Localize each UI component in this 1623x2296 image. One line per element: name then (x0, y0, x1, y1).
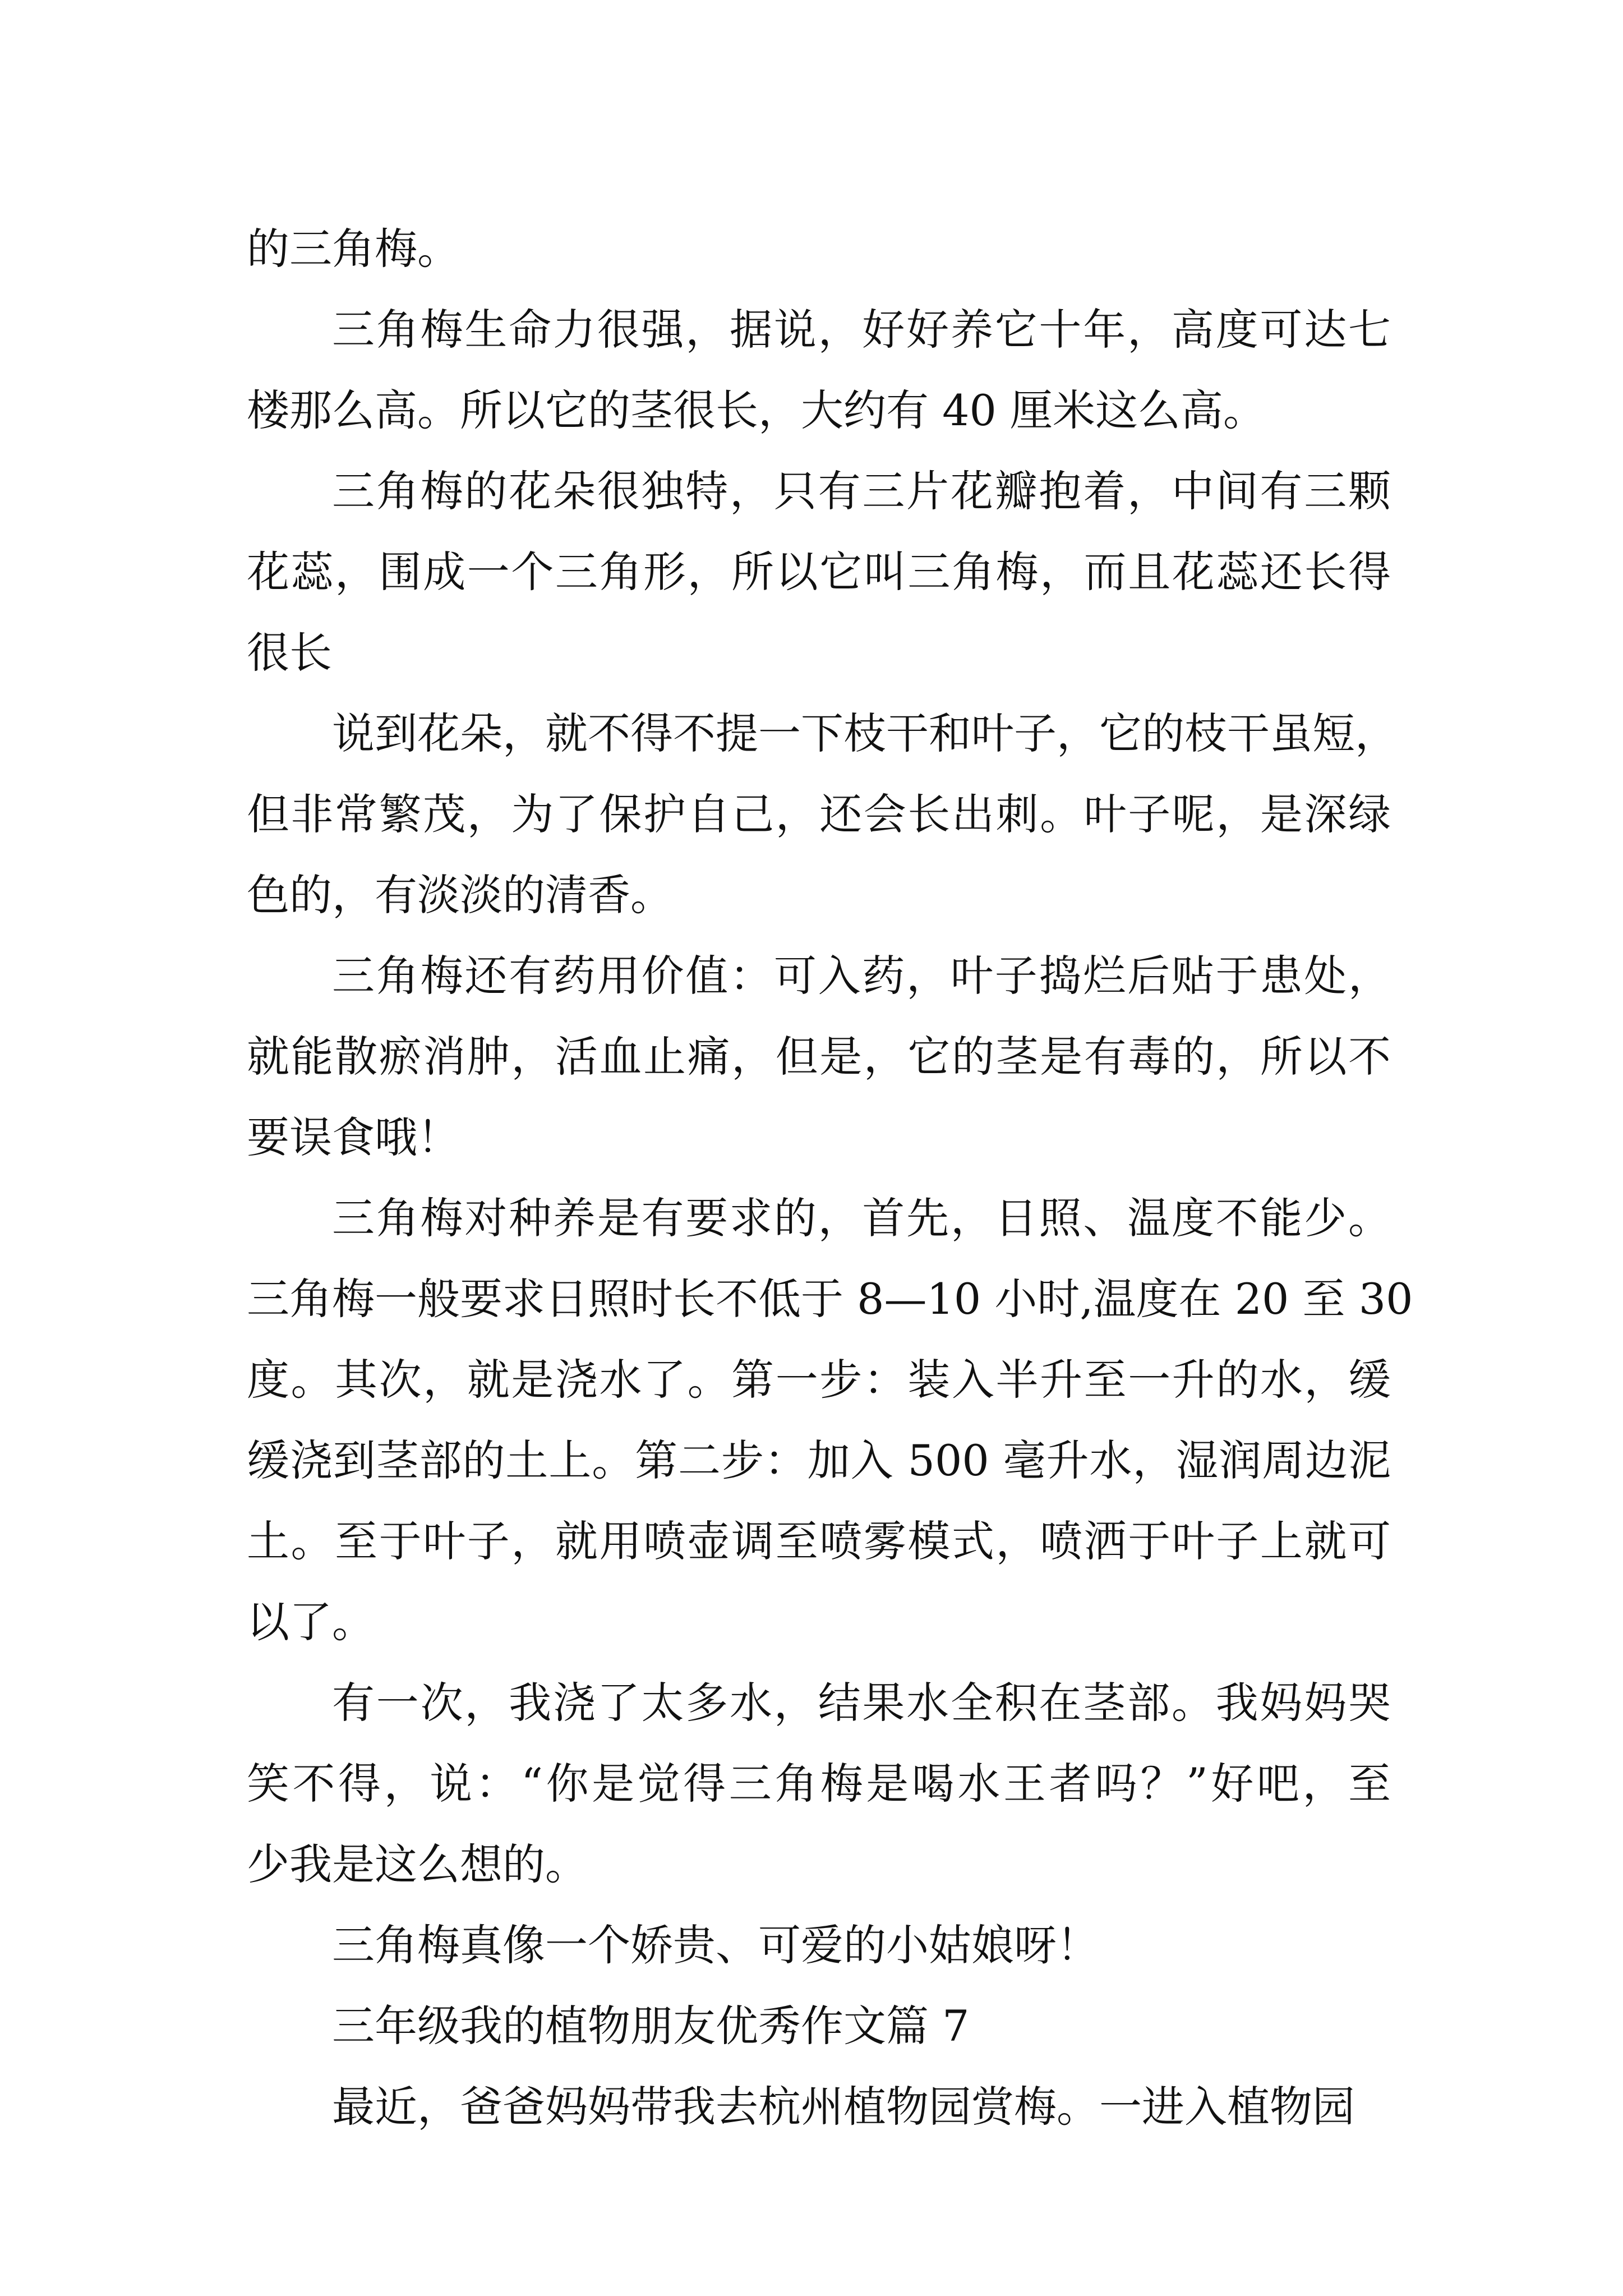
text-line: 三角梅的花朵很独特，只有三片花瓣抱着，中间有三颗 (332, 466, 1391, 516)
document-body (247, 209, 1413, 2147)
text-line: 土。至于叶子，就用喷壶调至喷雾模式，喷洒于叶子上就可 (247, 1516, 1391, 1566)
text-line: 花蕊，围成一个三角形，所以它叫三角梅，而且花蕊还长得 (247, 547, 1391, 597)
text-line: 说到花朵，就不得不提一下枝干和叶子，它的枝干虽短， (332, 708, 1398, 758)
paragraph (247, 1663, 1391, 1905)
text-line: 三角梅还有药用价值：可入药，叶子捣烂后贴于患处， (332, 951, 1391, 1001)
paragraph (247, 1178, 1413, 1663)
text-line: 有一次，我浇了太多水，结果水全积在茎部。我妈妈哭 (332, 1678, 1391, 1728)
paragraph (247, 2067, 1391, 2147)
text-line: 度。其次，就是浇水了。第一步：装入半升至一升的水，缓 (247, 1355, 1391, 1405)
text-line: 三年级我的植物朋友优秀作文篇 7 (332, 2001, 970, 2051)
text-line: 但非常繁茂，为了保护自己，还会长出刺。叶子呢，是深绿 (247, 789, 1391, 839)
text-line: 以了。 (247, 1597, 375, 1647)
text-line: 要误食哦！ (247, 1112, 460, 1162)
text-line: 色的，有淡淡的清香。 (247, 870, 673, 920)
text-line: 最近，爸爸妈妈带我去杭州植物园赏梅。一进入植物园 (332, 2082, 1355, 2132)
text-line: 三角梅真像一个娇贵、可爱的小姑娘呀！ (332, 1920, 1099, 1970)
text-line: 三角梅一般要求日照时长不低于 8—10 小时,温度在 20 至 30 (247, 1274, 1413, 1324)
text-line: 楼那么高。所以它的茎很长，大约有 40 厘米这么高。 (247, 385, 1266, 435)
paragraph (247, 289, 1391, 451)
paragraph (247, 451, 1391, 693)
text-line: 很长 (247, 628, 332, 678)
text-line: 三角梅生命力很强，据说，好好养它十年，高度可达七 (332, 305, 1391, 355)
paragraph (247, 936, 1391, 1178)
text-line: 三角梅对种养是有要求的，首先，日照、温度不能少。 (332, 1193, 1391, 1243)
text-line: 笑不得，说：“你是觉得三角梅是喝水王者吗？”好吧，至 (247, 1759, 1391, 1809)
paragraph (247, 209, 1391, 289)
section-heading (247, 1986, 1391, 2067)
text-line: 少我是这么想的。 (247, 1839, 588, 1889)
text-line: 就能散瘀消肿，活血止痛，但是，它的茎是有毒的，所以不 (247, 1032, 1391, 1082)
paragraph (247, 1905, 1391, 1986)
text-line: 缓浇到茎部的土上。第二步：加入 500 毫升水，湿润周边泥 (247, 1435, 1391, 1485)
text-line: 的三角梅。 (247, 224, 460, 274)
paragraph (247, 693, 1398, 936)
